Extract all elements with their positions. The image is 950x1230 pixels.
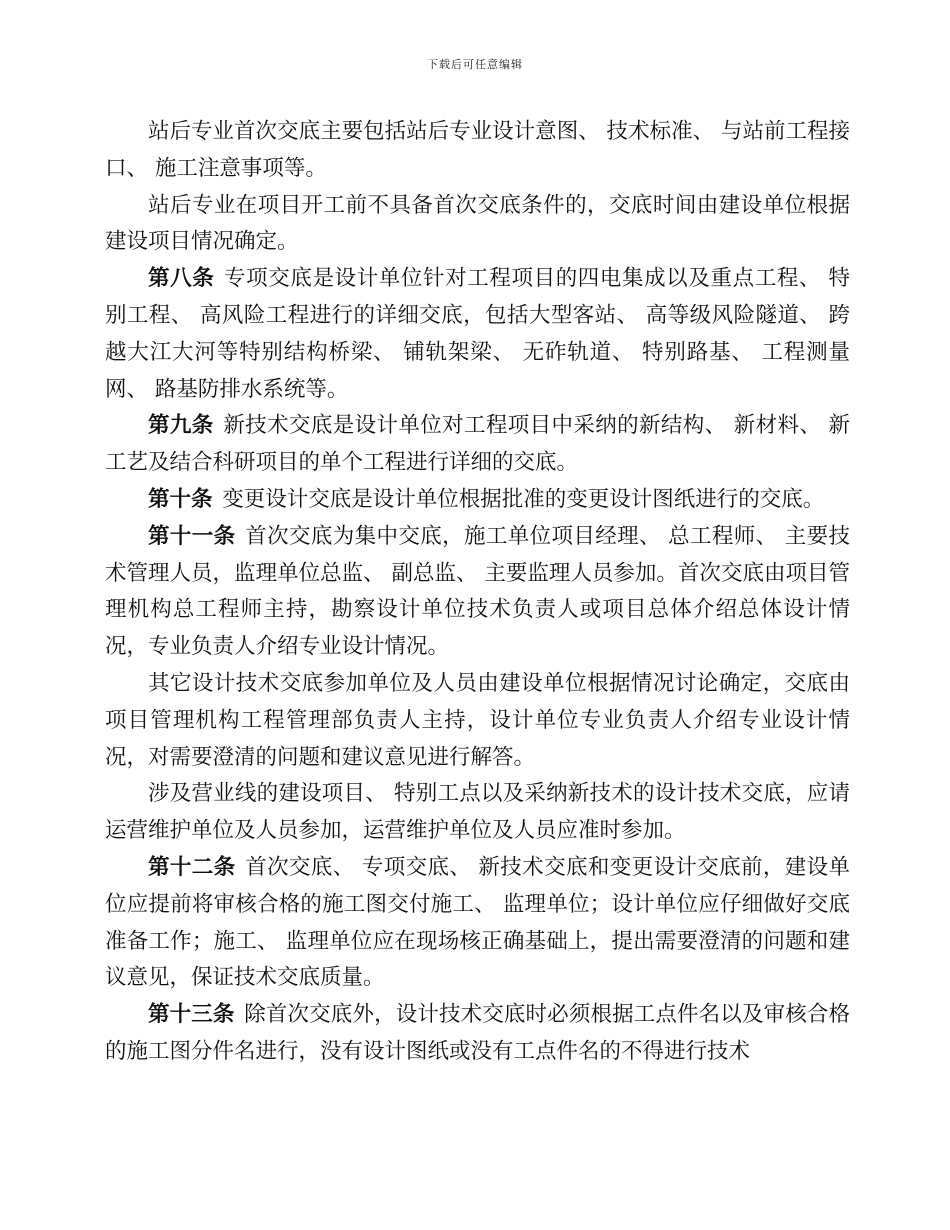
paragraph (105, 188, 850, 262)
paragraph-text: 站后专业首次交底主要包括站后专业设计意图、 技术标准、 与站前工程接口、 施工注意事项等。 (105, 119, 850, 181)
article-paragraph (105, 997, 850, 1071)
paragraph-text: 新技术交底是设计单位对工程项目中采纳的新结构、 新材料、 新工艺及结合科研项目的单个工程进行详细的交底。 (105, 413, 850, 476)
article-paragraph (105, 519, 850, 666)
article-paragraph (105, 261, 850, 408)
article-paragraph (105, 850, 850, 997)
paragraph-text: 变更设计交底是设计单位根据批准的变更设计图纸进行的交底。 (222, 486, 825, 512)
paragraph-text: 专项交底是设计单位针对工程项目的四电集成以及重点工程、 特别工程、 高风险工程进行的详细交底，包括大型客站、 高等级风险隧道、 跨越大江大河等特别结构桥梁、 铺轨架梁、 无砟轨道、 特别路基、 工程测量网、 路基防排水系统等。 (105, 266, 850, 402)
article-heading: 第九条 (148, 413, 214, 439)
article-heading: 第十一条 (148, 523, 236, 549)
article-paragraph (105, 408, 850, 482)
paragraph (105, 666, 850, 776)
paragraph-text: 涉及营业线的建设项目、 特别工点以及采纳新技术的设计技术交底，应请运营维护单位及人员参加，运营维护单位及人员应准时参加。 (105, 781, 850, 844)
paragraph-text: 其它设计技术交底参加单位及人员由建设单位根据情况讨论确定，交底由项目管理机构工程管理部负责人主持，设计单位专业负责人介绍专业设计情况，对需要澄清的问题和建议意见进行解答。 (105, 670, 850, 770)
article-paragraph (105, 482, 850, 519)
article-heading: 第八条 (148, 266, 215, 292)
paragraph (105, 776, 850, 850)
paragraph (105, 114, 850, 188)
document-body (105, 114, 850, 1071)
paragraph-text: 首次交底为集中交底，施工单位项目经理、 总工程师、 主要技术管理人员，监理单位总监、 副总监、 主要监理人员参加。首次交底由项目管理机构总工程师主持，勘察设计单位技术负责人或项目总体介绍总体设计情况，专业负责人介绍专业设计情况。 (105, 523, 850, 660)
paragraph-text: 站后专业在项目开工前不具备首次交底条件的，交底时间由建设单位根据建设项目情况确定。 (105, 192, 850, 255)
page-header: 下载后可任意编辑 (427, 58, 523, 71)
article-heading: 第十条 (148, 486, 213, 512)
paragraph-text: 除首次交底外，设计技术交底时必须根据工点件名以及审核合格的施工图分件名进行，没有设计图纸或没有工点件名的不得进行技术 (105, 1002, 850, 1064)
article-heading: 第十三条 (148, 1002, 235, 1028)
paragraph-text: 首次交底、 专项交底、 新技术交底和变更设计交底前，建设单位应提前将审核合格的施工图交付施工、 监理单位；设计单位应仔细做好交底准备工作；施工、 监理单位应在现场核正确基础上，提出需要澄清的问题和建议意见，保证技术交底质量。 (105, 854, 850, 991)
article-heading: 第十二条 (148, 854, 236, 880)
